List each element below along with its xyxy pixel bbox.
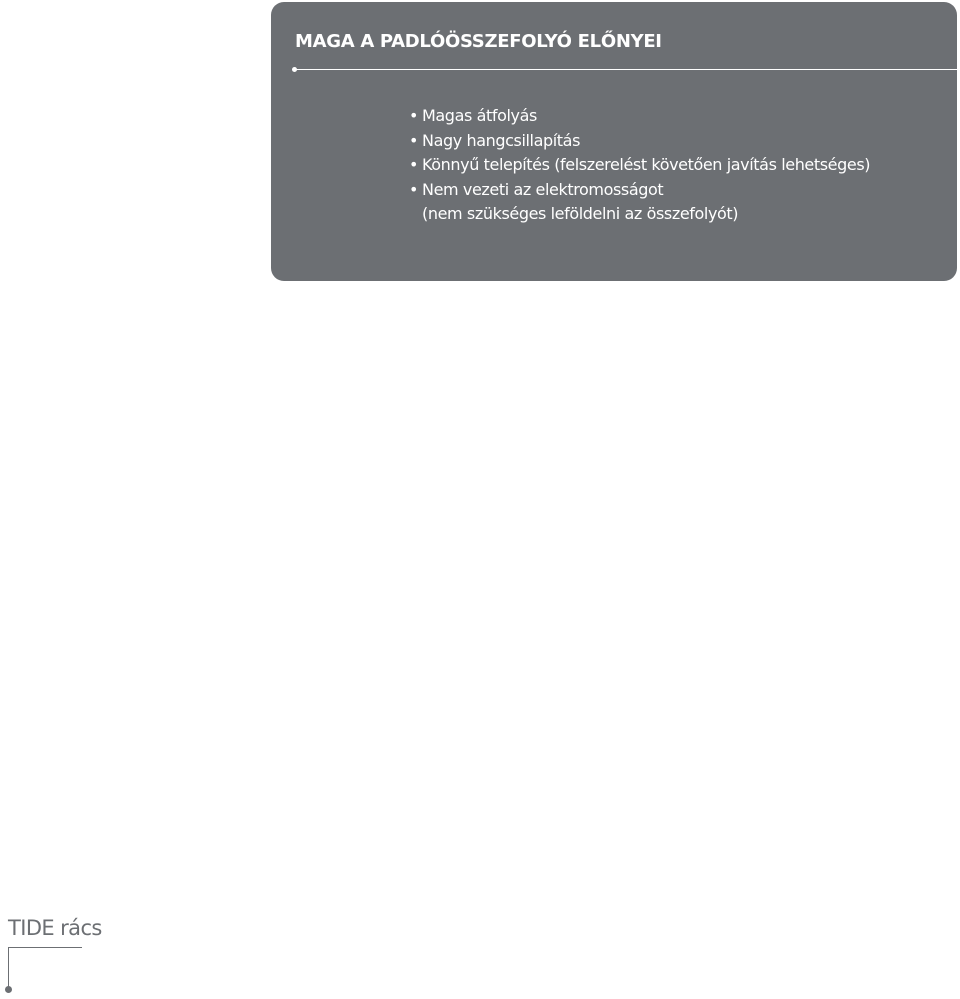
list-item — [409, 104, 870, 129]
footer-label: TIDE rács — [8, 916, 102, 940]
list-item — [409, 129, 870, 154]
title-rule — [295, 69, 957, 70]
benefit-text: Magas átfolyás — [422, 106, 537, 125]
benefit-text: Könnyű telepítés (felszerelést követően javítás lehetséges) — [422, 155, 871, 174]
list-item — [409, 178, 870, 227]
bullet-icon: • — [409, 130, 419, 150]
footer-rule-horizontal — [8, 947, 82, 948]
footer-rule-dot — [5, 986, 12, 993]
benefits-list — [409, 104, 870, 227]
benefit-text-continuation: (nem szükséges leföldelni az összefolyót) — [422, 204, 739, 223]
panel-title: MAGA A PADLÓÖSSZEFOLYÓ ELŐNYEI — [295, 31, 662, 52]
footer-rule-vertical — [8, 947, 9, 989]
bullet-icon: • — [409, 179, 419, 199]
benefits-panel — [271, 2, 957, 281]
benefit-text: Nagy hangcsillapítás — [422, 130, 581, 150]
list-item — [409, 153, 870, 178]
bullet-icon: • — [409, 155, 419, 174]
bullet-icon: • — [409, 106, 419, 125]
benefit-text: Nem vezeti az elektromosságot — [422, 179, 664, 199]
